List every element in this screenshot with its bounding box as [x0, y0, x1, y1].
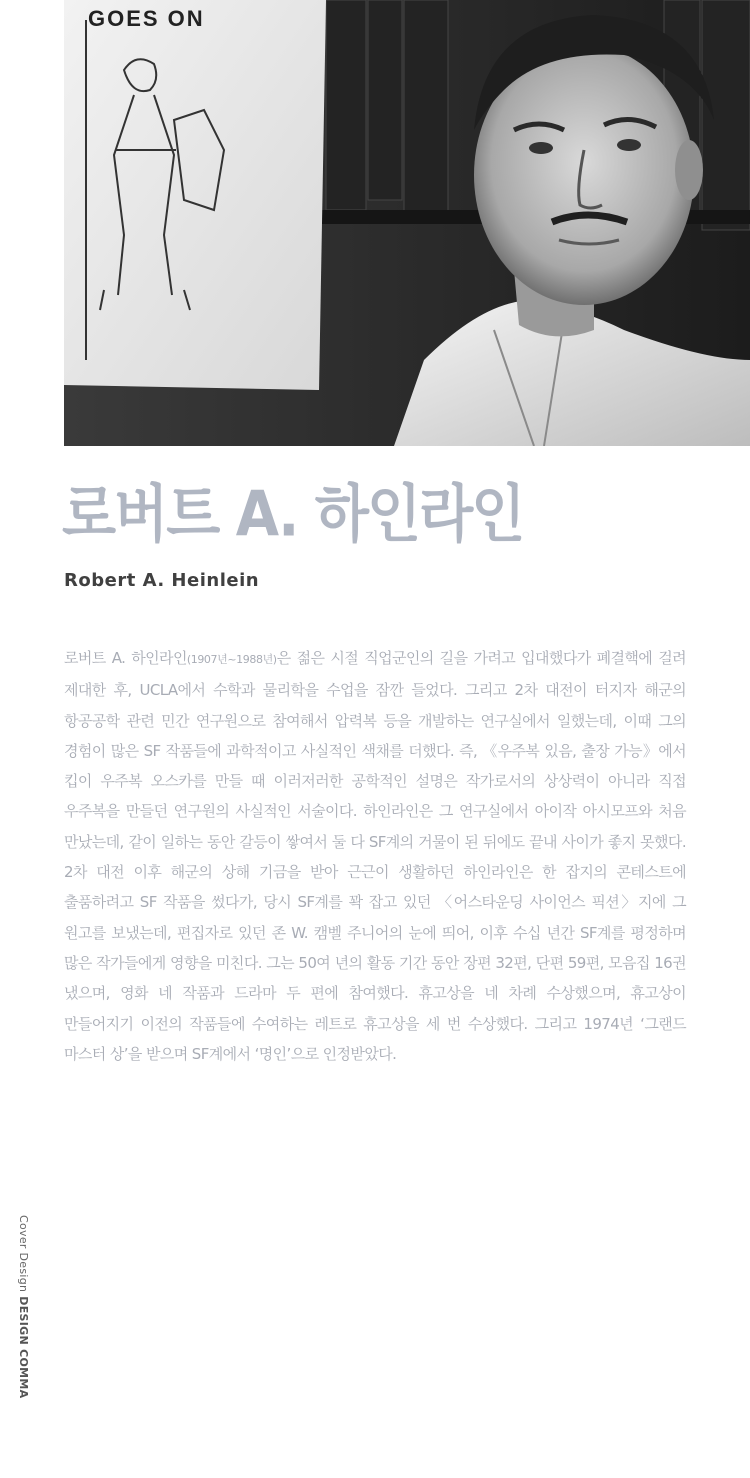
- author-photo: [64, 0, 750, 446]
- cover-design-credit: [17, 1215, 30, 1398]
- credit-name: DESIGN COMMA: [17, 1296, 30, 1399]
- bio-years: (1907년~1988년): [186, 653, 277, 666]
- author-biography: [64, 643, 686, 1069]
- title-korean: 로버트 A. 하인라인: [62, 478, 524, 552]
- bio-body: 은 젊은 시절 직업군인의 길을 가려고 입대했다가 폐결핵에 걸려 제대한 후, UCLA에서 수학과 물리학을 수업을 잠깐 들었다. 그리고 2차 대전이 터지자 해군의 항공공학 관련 민간 연구원으로 참여해서 압력복 등을 개발하는 연구실에서 일했는데, 이때 그의 경험이 많은 SF 작품들에 과학적이고 사실적인 색채를 더했다. 즉, 《우주복 있음, 출장 가능》에서 킵이 우주복 오스카를 만들 때 이러저러한 공학적인 설명은 작가로서의 상상력이 아니라 직접 우주복을 만들던 연구원의 사실적인 서술이다. 하인라인은 그 연구실에서 아이작 아시모프와 처음 만났는데, 같이 일하는 동안 갈등이 쌓여서 둘 다 SF계의 거물이 된 뒤에도 끝내 사이가 좋지 못했다. 2차 대전 이후 해군의 상해 기금을 받아 근근이 생활하던 하인라인은 한 잡지의 콘테스트에 출품하려고 SF 작품을 썼다가, 당시 SF계를 꽉 잡고 있던 〈어스타운딩 사이언스 픽션〉지에 그 원고를 보냈는데, 편집자로 있던 존 W. 캠벨 주니어의 눈에 띄어, 이후 수십 년간 SF계를 평정하며 많은 작가들에게 영향을 미친다. 그는 50여 년의 활동 기간 동안 장편 32편, 단편 59편, 모음집 16권 냈으며, 영화 네 작품과 드라마 두 편에 참여했다. 휴고상을 네 차례 수상했으며, 휴고상이 만들어지기 이전의 작품들에 수여하는 레트로 휴고상을 세 번 수상했다. 그리고 1974년 ‘그랜드 마스터 상’을 받으며 SF계에서 ‘명인’으로 인정받았다.: [64, 649, 686, 1063]
- poster-text: GOES ON: [88, 6, 205, 31]
- credit-label: Cover Design: [17, 1215, 30, 1293]
- bio-lead: 로버트 A. 하인라인: [64, 649, 187, 667]
- title-english: Robert A. Heinlein: [64, 570, 260, 591]
